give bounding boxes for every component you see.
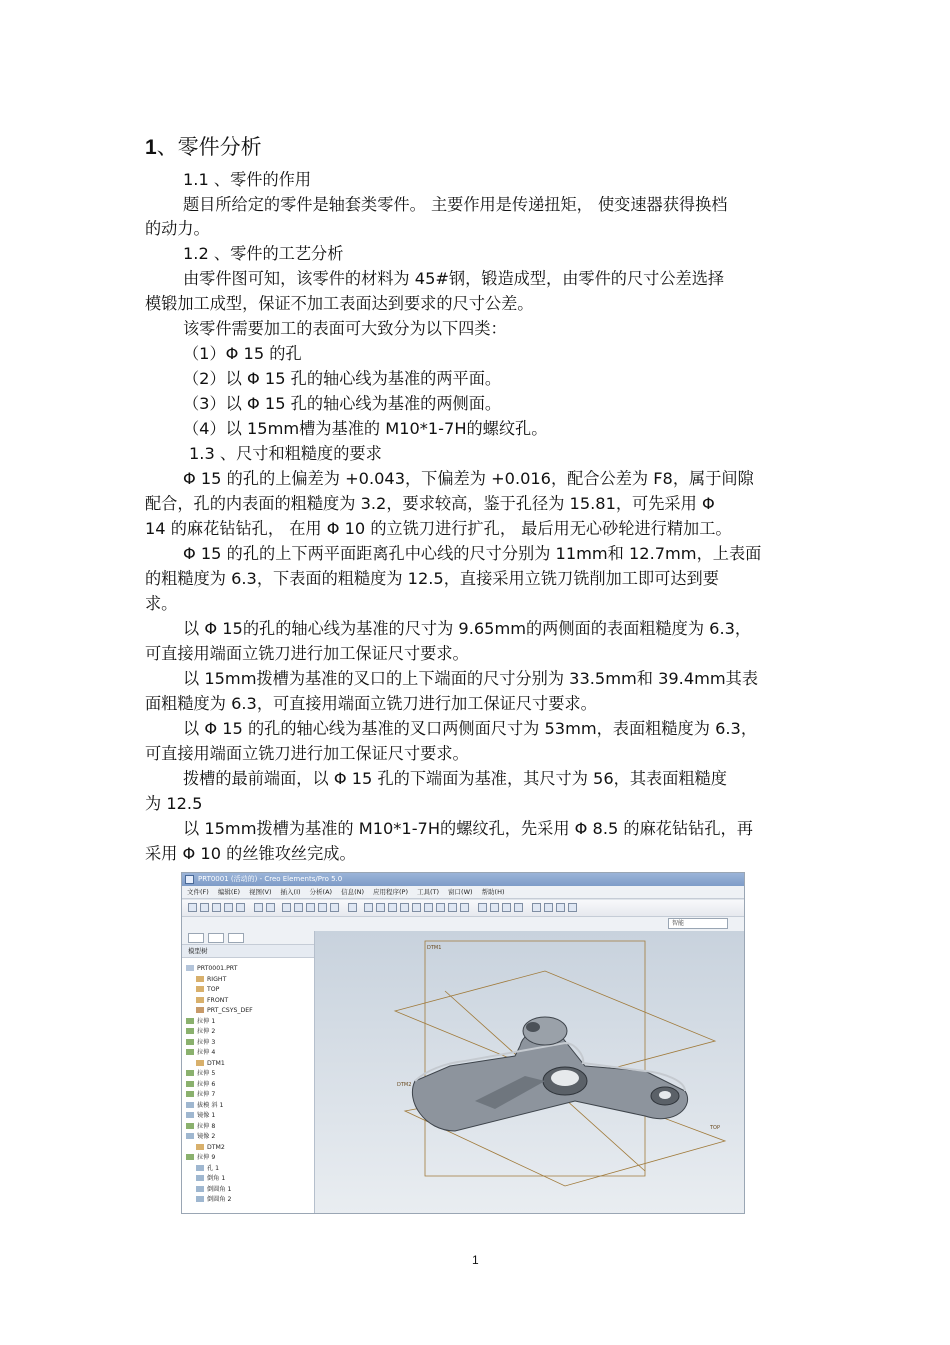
tree-item[interactable]: [186, 1143, 253, 1154]
part-icon: [186, 965, 194, 971]
paragraph-line: 题目所给定的零件是轴套类零件。 主要作用是传递扭矩， 使变速器获得换档: [183, 195, 728, 214]
csys-icon: [196, 1007, 204, 1013]
datum-plane-icon: [196, 1144, 204, 1150]
tab-model-tree[interactable]: [188, 933, 204, 943]
paragraph-line: 的动力。: [145, 219, 210, 238]
part-body: [412, 1017, 687, 1131]
undo-icon[interactable]: [254, 903, 263, 912]
tree-item[interactable]: [186, 1111, 253, 1122]
tree-item[interactable]: [186, 1195, 253, 1206]
subheading-1-2: 1.2 、零件的工艺分析: [183, 244, 344, 263]
menu-help[interactable]: 帮助(H): [481, 888, 505, 896]
app-icon: [185, 875, 194, 884]
tree-item-label: 拉伸 6: [197, 1080, 216, 1088]
datum-label-dtm2: DTM2: [397, 1082, 412, 1088]
find-icon[interactable]: [330, 903, 339, 912]
filter-toolbar: [182, 917, 744, 932]
tree-item-label: 倒圆角 2: [207, 1196, 232, 1203]
cut-icon[interactable]: [282, 903, 291, 912]
draft-icon: [186, 1102, 194, 1108]
tree-item-label: 倒圆角 1: [207, 1185, 232, 1193]
tree-item-label: TOP: [207, 986, 220, 993]
paragraph-line: Φ 15 的孔的上下两平面距离孔中心线的尺寸分别为 11mm和 12.7mm，上表面: [183, 544, 762, 563]
tree-item-label: 拔模 斜 1: [197, 1101, 224, 1109]
list-item: （4）以 15mm槽为基准的 M10*1-7H的螺纹孔。: [183, 419, 548, 438]
section-number: 1: [145, 136, 157, 159]
round-icon: [196, 1196, 204, 1202]
regenerate-icon[interactable]: [318, 903, 327, 912]
tree-item-label: DTM2: [207, 1143, 225, 1151]
datum-label-dtm1: DTM1: [427, 945, 442, 951]
hole-icon: [196, 1165, 204, 1171]
section-title: 、零件分析: [156, 135, 262, 159]
tree-item[interactable]: [186, 1006, 253, 1017]
paragraph-line: 以 15mm拨槽为基准的 M10*1-7H的螺纹孔，先采用 Φ 8.5 的麻花钻钻孔，再: [183, 819, 753, 838]
tree-item-label: FRONT: [207, 996, 229, 1004]
paragraph-line: 为 12.5: [145, 794, 203, 813]
reorient-icon[interactable]: [436, 903, 445, 912]
saved-views-icon[interactable]: [448, 903, 457, 912]
paragraph-line: 以 Φ 15的孔的轴心线为基准的尺寸为 9.65mm的两侧面的表面粗糙度为 6.3，: [183, 619, 752, 638]
paragraph-line: Φ 15 的孔的上偏差为 +0.043，下偏差为 +0.016，配合公差为 F8，属于间隙: [183, 469, 754, 488]
tree-item-label: PRT_CSYS_DEF: [207, 1007, 253, 1014]
mirror-icon: [186, 1133, 194, 1139]
cad-screenshot-figure: [181, 872, 745, 1214]
tree-item-label: 拉伸 7: [197, 1091, 216, 1098]
chamfer-icon: [196, 1175, 204, 1181]
repaint-icon[interactable]: [364, 903, 373, 912]
menu-insert[interactable]: 插入(I): [280, 888, 301, 896]
extrude-icon: [186, 1154, 194, 1160]
new-icon[interactable]: [188, 903, 197, 912]
extrude-icon: [186, 1028, 194, 1034]
refit-icon[interactable]: [424, 903, 433, 912]
tree-item[interactable]: [186, 1059, 253, 1070]
selection-filter[interactable]: 智能: [668, 918, 728, 929]
csys-icon[interactable]: [568, 903, 577, 912]
tree-item-label: DTM1: [207, 1059, 225, 1067]
tree-item[interactable]: [186, 1101, 253, 1112]
menu-bar: [182, 886, 744, 899]
tree-item[interactable]: [186, 1080, 253, 1091]
round-icon: [196, 1186, 204, 1192]
paragraph-line: 面粗糙度为 6.3，可直接用端面立铣刀进行加工保证尺寸要求。: [145, 694, 597, 713]
extrude-icon: [186, 1123, 194, 1129]
extrude-icon: [186, 1018, 194, 1024]
main-toolbar: [182, 900, 744, 917]
tree-item-label: 拉伸 8: [197, 1122, 216, 1130]
tree-item-label: 镜像 2: [197, 1133, 216, 1140]
menu-window[interactable]: 窗口(W): [448, 888, 473, 896]
paragraph-line: 14 的麻花钻钻孔， 在用 Φ 10 的立铣刀进行扩孔， 最后用无心砂轮进行精加工。: [145, 519, 732, 538]
tree-item[interactable]: [186, 1122, 253, 1133]
menu-analysis[interactable]: 分析(A): [309, 888, 333, 896]
orient-icon[interactable]: [388, 903, 397, 912]
extrude-icon: [186, 1081, 194, 1087]
datum-points-icon[interactable]: [556, 903, 565, 912]
shading-icon[interactable]: [514, 903, 523, 912]
menu-file[interactable]: 文件(F): [187, 888, 209, 896]
paragraph-line: 可直接用端面立铣刀进行加工保证尺寸要求。: [145, 744, 469, 763]
tree-item-label: 拉伸 4: [197, 1049, 216, 1056]
model-tree-panel: [182, 931, 315, 1213]
save-icon[interactable]: [212, 903, 221, 912]
graphics-viewport[interactable]: [315, 931, 744, 1213]
extrude-icon: [186, 1039, 194, 1045]
tree-item[interactable]: [186, 1027, 253, 1038]
wireframe-icon[interactable]: [478, 903, 487, 912]
tree-tabs: [182, 931, 314, 945]
tree-item[interactable]: [186, 1069, 253, 1080]
tree-item[interactable]: [186, 985, 253, 996]
tree-item[interactable]: [186, 1048, 253, 1059]
subheading-1-3: 1.3 、尺寸和粗糙度的要求: [189, 444, 382, 463]
paragraph-line: 该零件需要加工的表面可大致分为以下四类：: [183, 319, 507, 338]
tab-favorites[interactable]: [228, 933, 244, 943]
datum-label-top: TOP: [710, 1125, 721, 1131]
select-icon[interactable]: [348, 903, 357, 912]
list-item: （2）以 Φ 15 孔的轴心线为基准的两平面。: [183, 369, 502, 388]
extrude-icon: [186, 1070, 194, 1076]
tree-item[interactable]: [186, 1038, 253, 1049]
tree-item[interactable]: [186, 1185, 253, 1196]
paragraph-line: 采用 Φ 10 的丝锥攻丝完成。: [145, 844, 356, 863]
tree-item[interactable]: [186, 975, 253, 986]
paragraph-line: 拨槽的最前端面，以 Φ 15 孔的下端面为基准，其尺寸为 56，其表面粗糙度: [183, 769, 727, 788]
paragraph-line: 配合，孔的内表面的粗糙度为 3.2，要求较高，鉴于孔径为 15.81，可先采用 Φ: [145, 494, 715, 513]
tree-item[interactable]: [186, 1153, 253, 1164]
spin-center-icon[interactable]: [376, 903, 385, 912]
redo-icon[interactable]: [266, 903, 275, 912]
paragraph-line: 以 Φ 15 的孔的轴心线为基准的叉口两侧面尺寸为 53mm，表面粗糙度为 6.3，: [183, 719, 758, 738]
open-icon[interactable]: [200, 903, 209, 912]
tree-item[interactable]: [186, 1132, 253, 1143]
paste-icon[interactable]: [306, 903, 315, 912]
tree-item[interactable]: [186, 964, 253, 975]
list-item: （3）以 Φ 15 孔的轴心线为基准的两侧面。: [183, 394, 502, 413]
tree-item[interactable]: [186, 1174, 253, 1185]
part-model-graphic: [315, 931, 744, 1213]
datum-planes-icon[interactable]: [532, 903, 541, 912]
section-heading: [145, 131, 262, 161]
menu-applications[interactable]: 应用程序(P): [373, 888, 408, 896]
menu-edit[interactable]: 编辑(E): [217, 888, 240, 896]
paragraph-line: 的粗糙度为 6.3，下表面的粗糙度为 12.5，直接采用立铣刀铣削加工即可达到要: [145, 569, 719, 588]
send-icon[interactable]: [236, 903, 245, 912]
menu-view[interactable]: 视图(V): [249, 888, 272, 896]
tree-item[interactable]: [186, 1090, 253, 1101]
paragraph-line: 求。: [145, 594, 178, 613]
datum-axes-icon[interactable]: [544, 903, 553, 912]
hidden-line-icon[interactable]: [490, 903, 499, 912]
tree-item-label: 镜像 1: [197, 1112, 216, 1119]
tree-header-label: 模型树: [188, 947, 208, 955]
extrude-icon: [186, 1091, 194, 1097]
tree-header: [182, 945, 314, 958]
window-title-bar: [182, 873, 744, 886]
tree-item[interactable]: [186, 1164, 253, 1175]
copy-icon[interactable]: [294, 903, 303, 912]
tree-item[interactable]: [186, 996, 253, 1007]
datum-plane-icon: [196, 997, 204, 1003]
tree-item-label: 拉伸 2: [197, 1028, 216, 1035]
tree-item-label: RIGHT: [207, 975, 227, 983]
paragraph-line: 可直接用端面立铣刀进行加工保证尺寸要求。: [145, 644, 469, 663]
zoom-in-icon[interactable]: [400, 903, 409, 912]
tree-item-label: 拉伸 9: [197, 1154, 216, 1161]
mirror-icon: [186, 1112, 194, 1118]
paragraph-line: 以 15mm拨槽为基准的叉口的上下端面的尺寸分别为 33.5mm和 39.4mm其表: [183, 669, 759, 688]
datum-plane-icon: [196, 976, 204, 982]
tree-item[interactable]: [186, 1017, 253, 1028]
print-icon[interactable]: [224, 903, 233, 912]
tree-item-label: 拉伸 3: [197, 1038, 216, 1046]
zoom-out-icon[interactable]: [412, 903, 421, 912]
list-item: （1）Φ 15 的孔: [183, 344, 302, 363]
no-hidden-icon[interactable]: [502, 903, 511, 912]
page-number: 1: [472, 1253, 479, 1267]
extrude-icon: [186, 1049, 194, 1055]
menu-tools[interactable]: 工具(T): [417, 888, 440, 896]
datum-plane-icon: [196, 986, 204, 992]
datum-plane-icon: [196, 1060, 204, 1066]
paragraph-line: 模锻加工成型，保证不加工表面达到要求的尺寸公差。: [145, 294, 534, 313]
window-title: PRT0001 (活动的) - Creo Elements/Pro 5.0: [198, 875, 343, 883]
tree-items: [186, 964, 253, 1206]
paragraph-line: 由零件图可知，该零件的材料为 45#钢，锻造成型，由零件的尺寸公差选择: [183, 269, 725, 288]
tree-item-label: PRT0001.PRT: [197, 965, 238, 972]
tree-item-label: 拉伸 5: [197, 1070, 216, 1077]
tree-item-label: 孔 1: [207, 1164, 220, 1172]
tab-folder[interactable]: [208, 933, 224, 943]
tree-item-label: 倒角 1: [207, 1175, 226, 1182]
layers-icon[interactable]: [460, 903, 469, 912]
subheading-1-1: 1.1 、零件的作用: [183, 170, 312, 189]
tree-item-label: 拉伸 1: [197, 1017, 216, 1025]
menu-info[interactable]: 信息(N): [341, 888, 364, 896]
